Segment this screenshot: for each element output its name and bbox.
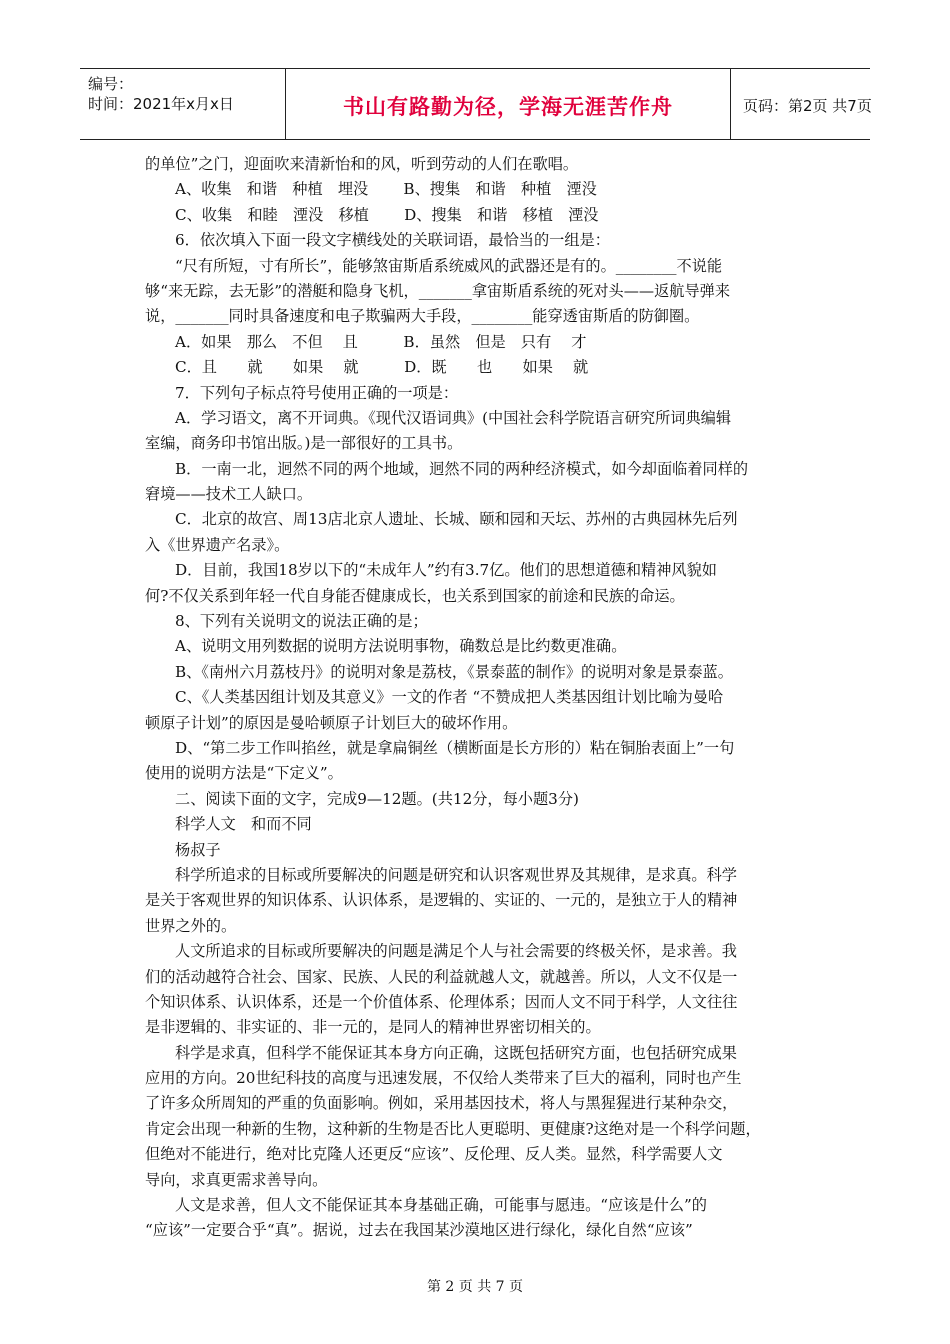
header-meta-cell <box>80 69 286 139</box>
text-line: 科学所追求的目标或所要解决的问题是研究和认识客观世界及其规律，是求真。科学 <box>175 865 737 884</box>
page-number-text: 页码：第2页 共7页 <box>743 97 872 115</box>
text-line: C、《人类基因组计划及其意义》一文的作者 “不赞成把人类基因组计划比喻为曼哈 <box>175 688 724 707</box>
text-line: 够“来无踪，去无影”的潜艇和隐身飞机，_______拿宙斯盾系统的死对头——返航导弹来 <box>145 281 731 300</box>
text-line: 杨叔子 <box>175 840 221 859</box>
text-line: C．且 就 如果 就 D．既 也 如果 就 <box>175 358 589 377</box>
text-line: 个知识体系、认识体系，还是一个价值体系、伦理体系；因而人文不同于科学，人文往往 <box>145 992 738 1011</box>
text-line: 们的活动越符合社会、国家、民族、人民的利益就越人文，就越善。所以，人文不仅是一 <box>145 967 738 986</box>
text-line: D、“第二步工作叫掐丝，就是拿扁铜丝（横断面是长方形的）粘在铜胎表面上”一句 <box>175 738 735 757</box>
text-line: A．学习语文，离不开词典。《现代汉语词典》(中国社会科学院语言研究所词典编辑 <box>175 408 732 427</box>
text-line: 二、阅读下面的文字，完成9—12题。(共12分，每小题3分) <box>175 789 579 808</box>
text-line: “尺有所短，寸有所长”，能够煞宙斯盾系统威风的武器还是有的。________不说能 <box>175 256 723 275</box>
text-line: 何?不仅关系到年轻一代自身能否健康成长，也关系到国家的前途和民族的命运。 <box>145 586 685 605</box>
text-line: 人文所追求的目标或所要解决的问题是满足个人与社会需要的终极关怀，是求善。我 <box>175 942 737 961</box>
date-text: 时间：2021年x月x日 <box>88 95 234 113</box>
document-body <box>145 152 815 1244</box>
motto-text: 书山有路勤为径，学海无涯苦作舟 <box>343 95 673 119</box>
text-line: 6．依次填入下面一段文字横线处的关联词语，最恰当的一组是： <box>175 231 610 250</box>
text-line: A．如果 那么 不但 且 B．虽然 但是 只有 才 <box>175 332 587 351</box>
text-line: 了许多众所周知的严重的负面影响。例如，采用基因技术，将人与黑猩猩进行某种杂交， <box>145 1094 738 1113</box>
text-line: 科学人文 和而不同 <box>175 815 312 834</box>
text-line: 窘境——技术工人缺口。 <box>145 485 313 504</box>
text-line: B．一南一北，迥然不同的两个地域，迥然不同的两种经济模式，如今却面临着同样的 <box>175 459 749 478</box>
text-line: 应用的方向。20世纪科技的高度与迅速发展，不仅给人类带来了巨大的福利，同时也产生 <box>145 1069 742 1088</box>
text-line: 肯定会出现一种新的生物，这种新的生物是否比人更聪明、更健康?这绝对是一个科学问题， <box>145 1119 761 1138</box>
text-line: 世界之外的。 <box>145 916 237 935</box>
text-line: B、《南州六月荔枝丹》的说明对象是荔枝，《景泰蓝的制作》的说明对象是景泰蓝。 <box>175 662 733 681</box>
text-line: 的单位”之门，迎面吹来清新怡和的风，听到劳动的人们在歌唱。 <box>145 155 579 173</box>
text-line: C、收集 和睦 湮没 移植 D、搜集 和谐 移植 湮没 <box>175 205 599 224</box>
text-line: 人文是求善，但人文不能保证其本身基础正确，可能事与愿违。“应该是什么”的 <box>175 1196 707 1215</box>
text-line: 室编，商务印书馆出版。)是一部很好的工具书。 <box>145 434 463 453</box>
text-line: 导向，求真更需求善导向。 <box>145 1170 328 1189</box>
header-motto-cell <box>286 69 731 139</box>
text-line: 科学是求真，但科学不能保证其本身方向正确，这既包括研究方面，也包括研究成果 <box>175 1043 737 1062</box>
page-header <box>80 68 870 140</box>
text-line: C．北京的故宫、周13店北京人遗址、长城、颐和园和天坛、苏州的古典园林先后列 <box>175 510 738 529</box>
text-line: A、收集 和谐 种植 埋没 B、搜集 和谐 种植 湮没 <box>175 180 597 199</box>
serial-label: 编号： <box>88 75 134 93</box>
text-line: “应该”一定要合乎“真”。据说，过去在我国某沙漠地区进行绿化，绿化自然“应该” <box>145 1221 693 1240</box>
text-line: 7．下列句子标点符号使用正确的一项是： <box>175 383 459 402</box>
text-line: A、说明文用列数据的说明方法说明事物，确数总是比约数更准确。 <box>175 637 627 656</box>
header-page-cell <box>731 69 870 139</box>
text-line: 是非逻辑的、非实证的、非一元的，是同人的精神世界密切相关的。 <box>145 1018 601 1037</box>
text-line: 入《世界遗产名录》。 <box>145 535 290 554</box>
text-line: 说，_______同时具备速度和电子欺骗两大手段，________能穿透宙斯盾的防御圈。 <box>145 307 700 326</box>
text-line: 顿原子计划”的原因是曼哈顿原子计划巨大的破坏作用。 <box>145 713 518 732</box>
text-line: 8、下列有关说明文的说法正确的是； <box>175 612 428 631</box>
text-line: 但绝对不能进行，绝对比克隆人还更反“应该”、反伦理、反人类。显然，科学需要人文 <box>145 1145 723 1164</box>
text-line: 是关于客观世界的知识体系、认识体系，是逻辑的、实证的、一元的，是独立于人的精神 <box>145 891 738 910</box>
text-line: D．目前，我国18岁以下的“未成年人”约有3.7亿。他们的思想道德和精神风貌如 <box>175 561 717 580</box>
text-line: 使用的说明方法是“下定义”。 <box>145 764 343 783</box>
page-footer: 第 2 页 共 7 页 <box>426 1279 524 1295</box>
